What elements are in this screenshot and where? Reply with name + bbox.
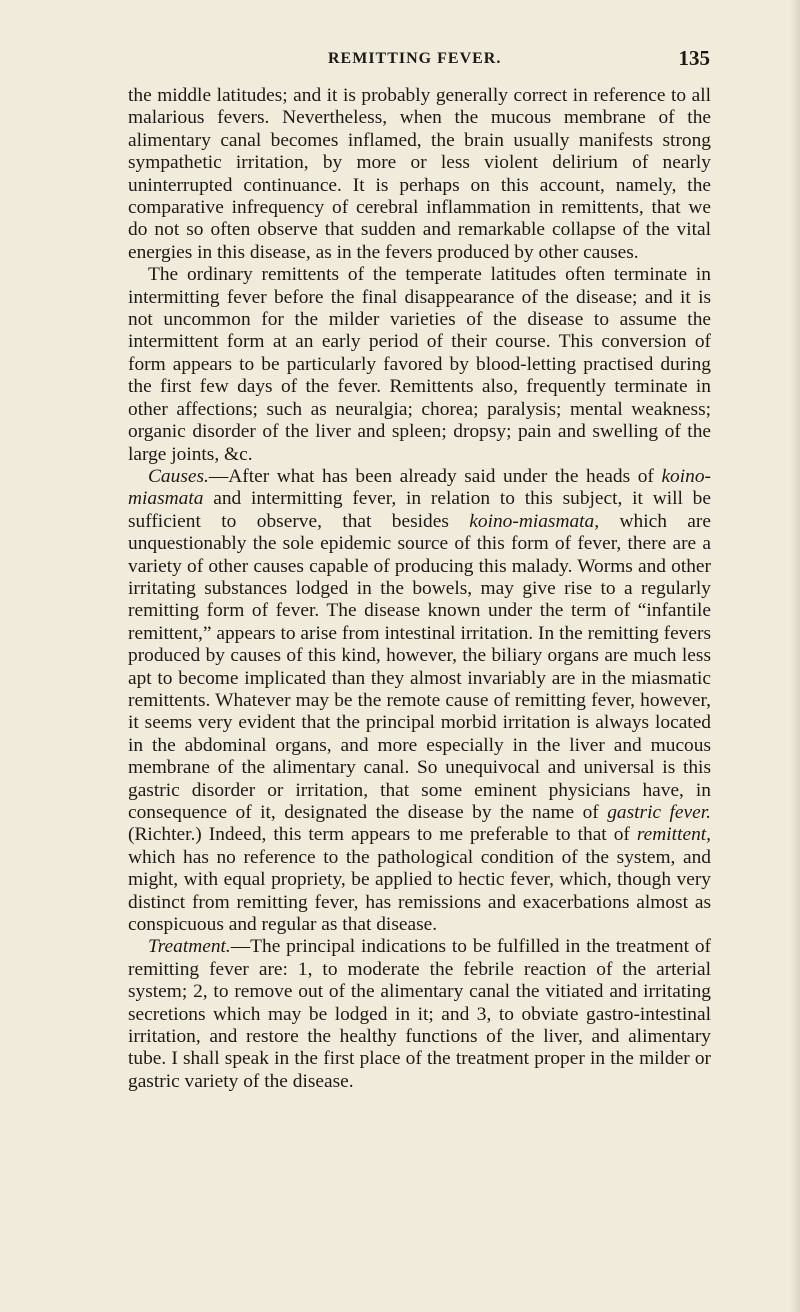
paragraph-treatment: [128, 936, 711, 1093]
page-header: [128, 46, 710, 76]
text-segment: and intermitting fever, in relation to this subject, it will be sufficient to observe, that besides: [128, 488, 711, 532]
text-segment: which has no reference to the pathological condition of the system, and might, with equal propriety, be applied to hectic fever, which, though very distinct from remitting fever, has remissions and exacerbations almost as conspicuous and regular as that disease.: [128, 846, 711, 936]
paragraph-causes: [128, 466, 711, 937]
page-edge-shadow: [790, 0, 800, 1312]
paragraph-continuation: [128, 85, 711, 264]
body-text: [128, 85, 711, 1093]
text-segment: The ordinary remittents of the temperate latitudes often terminate in intermitting fever before the final disappearance of the disease; and it is not uncommon for the milder varieties of the disease to assume the intermittent form at an early period of their course. This conversion of form appears to be particularly favored by blood-letting practised during the first few days of the fever. Remittents also, frequently terminate in other affections; such as neuralgia; chorea; paralysis; mental weakness; organic disorder of the liver and spleen; dropsy; pain and swelling of the large joints, &c.: [128, 264, 711, 465]
section-heading-treatment: Treatment.: [148, 936, 231, 958]
italic-term: koino-miasmata: [128, 465, 711, 510]
italic-term: remittent,: [636, 824, 711, 846]
italic-term: koino-miasmata,: [469, 510, 600, 532]
page-number: 135: [678, 46, 710, 70]
text-segment: which are unquestionably the sole epidemic source of this form of fever, there are a variety of other causes capable of producing this malady. Worms and other irritating substances lodged in the bowels, may give rise to a regularly remitting form of fever. The disease known under the term of “infantile remittent,” appears to arise from intestinal irritation. In the remitting fevers produced by causes of this kind, however, the biliary organs are much less apt to become implicated than they almost invariably are in the miasmatic remittents. Whatever may be the remote cause of remitting fever, however, it seems very evident that the principal morbid irritation is always located in the abdominal organs, and more especially in the liver and mucous membrane of the alimentary canal. So unequivocal and universal is this gastric disorder or irritation, that some eminent physicians have, in consequence of it, designated the disease by the name of: [128, 510, 711, 823]
text-segment: the middle latitudes; and it is probably generally correct in reference to all malarious fevers. Nevertheless, when the mucous membrane of the alimentary canal becomes inflamed, the brain usually manifests strong sympathetic irritation, by more or less violent delirium of nearly uninterrupted continuance. It is perhaps on this account, namely, the comparative infrequency of cerebral inflammation in remittents, that we do not so often observe that sudden and remarkable collapse of the vital energies in this disease, as in the fevers produced by other causes.: [128, 85, 711, 263]
paragraph-terminations: [128, 264, 711, 466]
running-head: REMITTING FEVER.: [328, 50, 502, 67]
text-segment: —The principal indications to be fulfilled in the treatment of remitting fever are: 1, to moderate the febrile reaction of the arterial system; 2, to remove out of the alimentary canal the vitiated and irritating secretions which may be lodged in it; and 3, to obviate gastro-intestinal irritation, and restore the healthy functions of the liver, and alimentary tube. I shall speak in the first place of the treatment proper in the milder or gastric variety of the disease.: [128, 936, 711, 1092]
italic-term: gastric fever.: [607, 802, 711, 823]
text-segment: (Richter.) Indeed, this term appears to me preferable to that of: [128, 824, 637, 846]
text-segment: —After what has been already said under the heads of: [208, 465, 662, 487]
section-heading-causes: Causes.: [148, 465, 209, 487]
